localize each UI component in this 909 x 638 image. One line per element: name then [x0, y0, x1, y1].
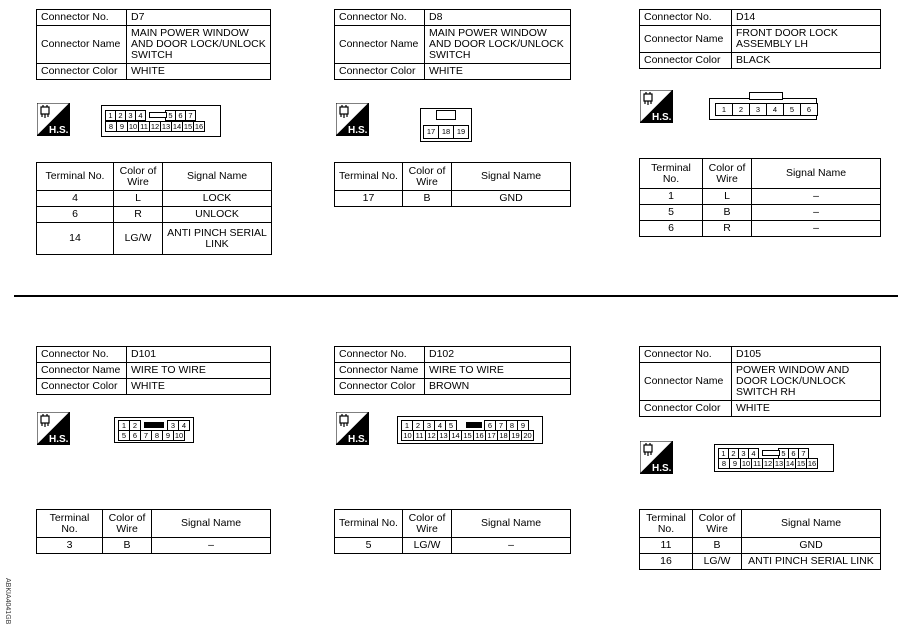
terminal-pin: 10 [741, 459, 751, 468]
terminal-pin: 7 [140, 430, 152, 441]
terminal-no-header: Terminal No. [37, 510, 103, 538]
connector-no-label: Connector No. [335, 347, 425, 363]
terminal-pin: 10 [174, 431, 184, 440]
terminal-pin: 3 [749, 103, 767, 116]
terminal-pin: 14 [785, 459, 795, 468]
signal-name-header: Signal Name [163, 163, 272, 191]
terminal-cell: 14 [37, 223, 114, 255]
terminal-pin: 17 [485, 430, 498, 441]
terminal-pin: 7 [185, 110, 196, 121]
terminal-pin: 10 [401, 430, 414, 441]
signal-name-header: Signal Name [452, 510, 571, 538]
wire-color-header: Color of Wire [703, 159, 752, 189]
terminal-pin: 4 [135, 110, 146, 121]
connector-color-value: WHITE [127, 379, 271, 395]
terminal-pin: 6 [484, 420, 496, 431]
signal-name-cell: – [752, 189, 881, 205]
terminal-cell: 5 [335, 538, 403, 554]
connector-color-value: WHITE [732, 401, 881, 417]
connector-d8-face [420, 104, 472, 142]
signal-name-cell: – [152, 538, 271, 554]
terminal-pin: 20 [521, 430, 534, 441]
connector-color-label: Connector Color [37, 379, 127, 395]
connector-lock [149, 112, 167, 118]
wire-color-cell: L [703, 189, 752, 205]
connector-lock [436, 110, 456, 120]
terminal-cell: 4 [37, 191, 114, 207]
connector-d105-signal-table [639, 509, 881, 570]
terminal-pin: 2 [732, 103, 750, 116]
terminal-pin: 18 [497, 430, 510, 441]
connector-d105-face [714, 444, 834, 472]
terminal-pin: 15 [461, 430, 474, 441]
connector-d8-signal-table [334, 162, 571, 207]
connector-color-value: BLACK [732, 53, 881, 69]
terminal-pin: 13 [161, 122, 171, 131]
connector-d7-signal-table [36, 162, 272, 255]
wire-color-cell: LG/W [114, 223, 163, 255]
signal-name-cell: GND [452, 191, 571, 207]
terminal-no-header: Terminal No. [37, 163, 114, 191]
terminal-pin: 6 [800, 103, 818, 116]
connector-no-label: Connector No. [37, 10, 127, 26]
harness-side-icon [37, 412, 70, 445]
terminal-pin: 9 [729, 458, 741, 469]
terminal-pin: 14 [172, 122, 182, 131]
connector-color-label: Connector Color [37, 64, 127, 80]
connector-name-label: Connector Name [37, 363, 127, 379]
terminal-pin: 7 [798, 448, 809, 459]
connector-name-label: Connector Name [37, 26, 127, 64]
terminal-pin: 2 [412, 420, 424, 431]
hs-label: H.S. [49, 125, 69, 136]
terminal-pin: 19 [453, 125, 469, 139]
hs-label: H.S. [49, 434, 69, 445]
terminal-pin: 1 [401, 420, 413, 431]
terminal-pin: 13 [774, 459, 784, 468]
connector-name-label: Connector Name [335, 26, 425, 64]
terminal-pin: 4 [434, 420, 446, 431]
signal-name-cell: – [752, 221, 881, 237]
connector-color-label: Connector Color [640, 401, 732, 417]
hs-label: H.S. [652, 112, 672, 123]
wire-color-cell: R [703, 221, 752, 237]
terminal-pin: 8 [151, 430, 163, 441]
connector-d8-info [334, 9, 571, 80]
wire-color-header: Color of Wire [693, 510, 742, 538]
terminal-no-header: Terminal No. [640, 159, 703, 189]
terminal-pin: 14 [449, 430, 462, 441]
terminal-no-header: Terminal No. [335, 163, 403, 191]
terminal-pin: 18 [438, 125, 454, 139]
connector-no-label: Connector No. [37, 347, 127, 363]
connector-d7-info [36, 9, 271, 80]
connector-name-label: Connector Name [640, 363, 732, 401]
terminal-pin: 2 [728, 448, 739, 459]
signal-name-cell: ANTI PINCH SERIAL LINK [742, 554, 881, 570]
connector-d14-face [709, 92, 817, 122]
wire-color-cell: LG/W [403, 538, 452, 554]
connector-color-value: WHITE [127, 64, 271, 80]
signal-name-header: Signal Name [152, 510, 271, 538]
connector-d102-info [334, 346, 571, 395]
signal-name-header: Signal Name [452, 163, 571, 191]
terminal-pin: 1 [105, 110, 116, 121]
terminal-pin: 4 [766, 103, 784, 116]
connector-d101-info [36, 346, 271, 395]
terminal-pin: 16 [473, 430, 486, 441]
connector-no-label: Connector No. [640, 347, 732, 363]
connector-no-label: Connector No. [640, 10, 732, 26]
connector-d14-signal-table [639, 158, 881, 237]
hs-label: H.S. [348, 434, 368, 445]
connector-lock [144, 422, 164, 428]
wire-color-cell: L [114, 191, 163, 207]
connector-d101-face [114, 417, 194, 443]
terminal-cell: 6 [37, 207, 114, 223]
terminal-pin: 1 [118, 420, 130, 431]
terminal-cell: 11 [640, 538, 693, 554]
terminal-pin: 12 [425, 430, 438, 441]
terminal-pin: 11 [413, 430, 426, 441]
wire-color-cell: LG/W [693, 554, 742, 570]
connector-lock [466, 422, 482, 428]
connector-no-value: D105 [732, 347, 881, 363]
connector-name-value: MAIN POWER WINDOW AND DOOR LOCK/UNLOCK SWITCH [425, 26, 571, 64]
terminal-pin: 2 [115, 110, 126, 121]
terminal-pin: 12 [150, 122, 160, 131]
harness-side-icon [336, 412, 369, 445]
connector-name-label: Connector Name [640, 26, 732, 53]
terminal-pin: 8 [718, 458, 730, 469]
terminal-cell: 16 [640, 554, 693, 570]
wire-color-cell: B [703, 205, 752, 221]
terminal-pin: 3 [423, 420, 435, 431]
terminal-pin: 9 [116, 121, 128, 132]
signal-name-cell: ANTI PINCH SERIAL LINK [163, 223, 272, 255]
terminal-pin: 1 [718, 448, 729, 459]
terminal-pin: 13 [437, 430, 450, 441]
wire-color-header: Color of Wire [114, 163, 163, 191]
connector-color-label: Connector Color [640, 53, 732, 69]
connector-no-value: D8 [425, 10, 571, 26]
connector-name-value: WIRE TO WIRE [127, 363, 271, 379]
connector-no-value: D102 [425, 347, 571, 363]
signal-name-header: Signal Name [752, 159, 881, 189]
terminal-pin: 6 [129, 430, 141, 441]
connector-name-value: MAIN POWER WINDOW AND DOOR LOCK/UNLOCK SWITCH [127, 26, 271, 64]
connector-no-value: D7 [127, 10, 271, 26]
terminal-pin: 5 [445, 420, 457, 431]
terminal-cell: 1 [640, 189, 703, 205]
signal-name-cell: – [452, 538, 571, 554]
terminal-pin: 5 [118, 430, 130, 441]
terminal-pin: 3 [738, 448, 749, 459]
wire-color-cell: B [103, 538, 152, 554]
terminal-pin: 6 [175, 110, 186, 121]
signal-name-header: Signal Name [742, 510, 881, 538]
connector-no-value: D14 [732, 10, 881, 26]
hs-label: H.S. [652, 463, 672, 474]
terminal-pin: 5 [165, 110, 176, 121]
connector-name-label: Connector Name [335, 363, 425, 379]
connector-color-value: WHITE [425, 64, 571, 80]
wire-color-header: Color of Wire [403, 163, 452, 191]
terminal-cell: 5 [640, 205, 703, 221]
connector-d101-signal-table [36, 509, 271, 554]
signal-name-cell: UNLOCK [163, 207, 272, 223]
connector-color-value: BROWN [425, 379, 571, 395]
terminal-pin: 15 [183, 122, 193, 131]
connector-d14-info [639, 9, 881, 69]
wire-color-header: Color of Wire [403, 510, 452, 538]
connector-no-label: Connector No. [335, 10, 425, 26]
signal-name-cell: LOCK [163, 191, 272, 207]
connector-d102-face [397, 416, 543, 444]
wire-color-cell: B [693, 538, 742, 554]
connector-d105-info [639, 346, 881, 417]
terminal-no-header: Terminal No. [640, 510, 693, 538]
connector-d7-face [101, 105, 221, 137]
terminal-pin: 3 [167, 420, 179, 431]
harness-side-icon [37, 103, 70, 136]
connector-color-label: Connector Color [335, 64, 425, 80]
terminal-pin: 2 [129, 420, 141, 431]
section-divider [14, 295, 898, 297]
wire-color-cell: R [114, 207, 163, 223]
connector-no-value: D101 [127, 347, 271, 363]
figure-code: ABKIA4041GB [4, 578, 11, 625]
terminal-pin: 3 [125, 110, 136, 121]
connector-name-value: POWER WINDOW AND DOOR LOCK/UNLOCK SWITCH RH [732, 363, 881, 401]
terminal-pin: 5 [783, 103, 801, 116]
terminal-pin: 12 [763, 459, 773, 468]
terminal-cell: 17 [335, 191, 403, 207]
harness-side-icon [336, 103, 369, 136]
connector-name-value: WIRE TO WIRE [425, 363, 571, 379]
terminal-no-header: Terminal No. [335, 510, 403, 538]
terminal-pin: 17 [423, 125, 439, 139]
terminal-pin: 8 [506, 420, 518, 431]
terminal-pin: 8 [105, 121, 117, 132]
terminal-pin: 9 [517, 420, 529, 431]
terminal-pin: 16 [807, 459, 817, 468]
terminal-cell: 6 [640, 221, 703, 237]
terminal-pin: 10 [128, 122, 138, 131]
terminal-pin: 4 [748, 448, 759, 459]
terminal-pin: 1 [715, 103, 733, 116]
hs-label: H.S. [348, 125, 368, 136]
wire-color-header: Color of Wire [103, 510, 152, 538]
connector-name-value: FRONT DOOR LOCK ASSEMBLY LH [732, 26, 881, 53]
terminal-pin: 16 [194, 122, 204, 131]
harness-side-icon [640, 441, 673, 474]
harness-side-icon [640, 90, 673, 123]
signal-name-cell: GND [742, 538, 881, 554]
terminal-pin: 15 [796, 459, 806, 468]
terminal-pin: 11 [138, 121, 150, 132]
connector-color-label: Connector Color [335, 379, 425, 395]
terminal-pin: 4 [178, 420, 190, 431]
terminal-pin: 19 [509, 430, 522, 441]
terminal-pin: 5 [778, 448, 789, 459]
terminal-pin: 11 [751, 458, 763, 469]
connector-lock [749, 92, 783, 100]
terminal-cell: 3 [37, 538, 103, 554]
wire-color-cell: B [403, 191, 452, 207]
terminal-pin: 7 [495, 420, 507, 431]
terminal-pin: 6 [788, 448, 799, 459]
signal-name-cell: – [752, 205, 881, 221]
terminal-pin: 9 [162, 430, 174, 441]
connector-d102-signal-table [334, 509, 571, 554]
connector-lock [762, 450, 780, 456]
